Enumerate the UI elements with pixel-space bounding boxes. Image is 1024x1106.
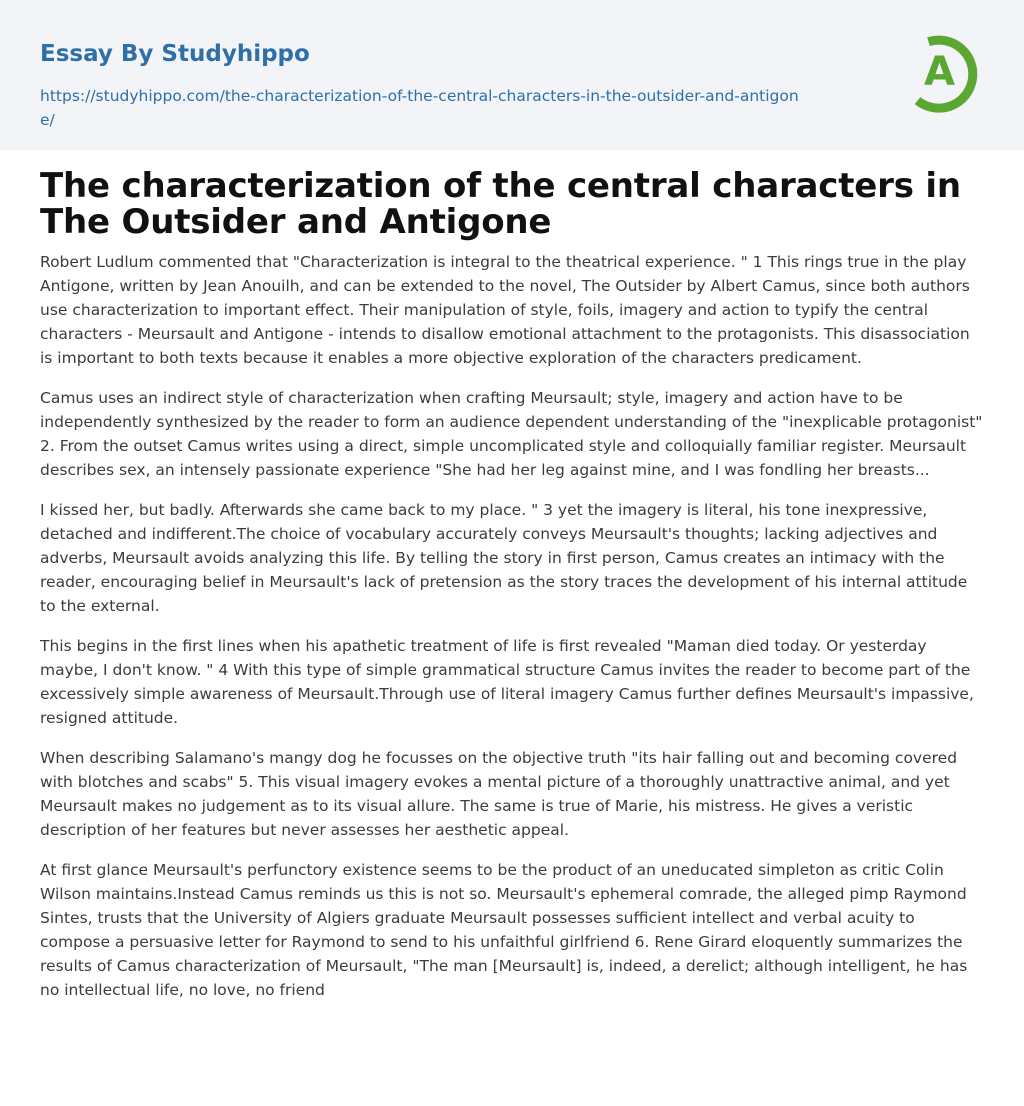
essay-title: The characterization of the central characters in The Outsider and Antigone <box>40 166 961 242</box>
brand-title[interactable]: Essay By Studyhippo <box>40 41 310 67</box>
essay-paragraph: At first glance Meursault's perfunctory existence seems to be the product of an uneducated simpleton as critic Colin Wilson maintains.Instead Camus reminds us this is not so. Meursault's ephemeral comrade, the alleged pimp Raymond Sintes, trusts that the University of Algiers graduate Meursault possesses sufficient intellect and verbal acuity to compose a persuasive letter for Raymond to send to his unfaithful girlfriend 6. Rene Girard eloquently summarizes the results of Camus characterization of Meursault, "The man [Meursault] is, indeed, a derelict; although intelligent, he has no intellectual life, no love, no friend <box>40 861 968 999</box>
site-header <box>0 0 1024 150</box>
logo-letter: A <box>924 49 955 95</box>
essay-paragraph: This begins in the first lines when his apathetic treatment of life is first revealed "Maman died today. Or yesterday maybe, I don't know. " 4 With this type of simple grammatical structure Camus invites the reader to become part of the excessively simple awareness of Meursault.Through use of literal imagery Camus further defines Meursault's impassive, resigned attitude. <box>40 637 974 727</box>
essay-paragraph: When describing Salamano's mangy dog he focusses on the objective truth "its hair falling out and becoming covered with blotches and scabs" 5. This visual imagery evokes a mental picture of a thoroughly unattractive animal, and yet Meursault makes no judgement as to its visual allure. The same is true of Marie, his mistress. He gives a veristic description of her features but never assesses her aesthetic appeal. <box>40 749 958 839</box>
studyhippo-logo-icon[interactable] <box>898 28 986 116</box>
essay-paragraph: Robert Ludlum commented that "Characterization is integral to the theatrical experience. " 1 This rings true in the play Antigone, written by Jean Anouilh, and can be extended to the novel, The Outsider by Albert Camus, since both authors use characterization to important effect. Their manipulation of style, foils, imagery and action to typify the central characters - Meursault and Antigone - intends to disallow emotional attachment to the protagonists. This disassociation is important to both texts because it enables a more objective exploration of the characters predicament. <box>40 253 970 367</box>
source-url-link[interactable]: https://studyhippo.com/the-characterization-of-the-central-characters-in-the-outsider-and-antigone/ <box>40 87 799 129</box>
essay-content <box>0 150 1024 1002</box>
essay-paragraph: I kissed her, but badly. Afterwards she came back to my place. " 3 yet the imagery is literal, his tone inexpressive, detached and indifferent.The choice of vocabulary accurately conveys Meursault's thoughts; lacking adjectives and adverbs, Meursault avoids analyzing this life. By telling the story in first person, Camus creates an intimacy with the reader, encouraging belief in Meursault's lack of pretension as the story traces the development of his internal attitude to the external. <box>40 501 968 615</box>
essay-paragraph: Camus uses an indirect style of characterization when crafting Meursault; style, imagery and action have to be independently synthesized by the reader to form an audience dependent understanding of the "inexplicable protagonist" 2. From the outset Camus writes using a direct, simple uncomplicated style and colloquially familiar register. Meursault describes sex, an intensely passionate experience "She had her leg against mine, and I was fondling her breasts... <box>40 389 983 479</box>
